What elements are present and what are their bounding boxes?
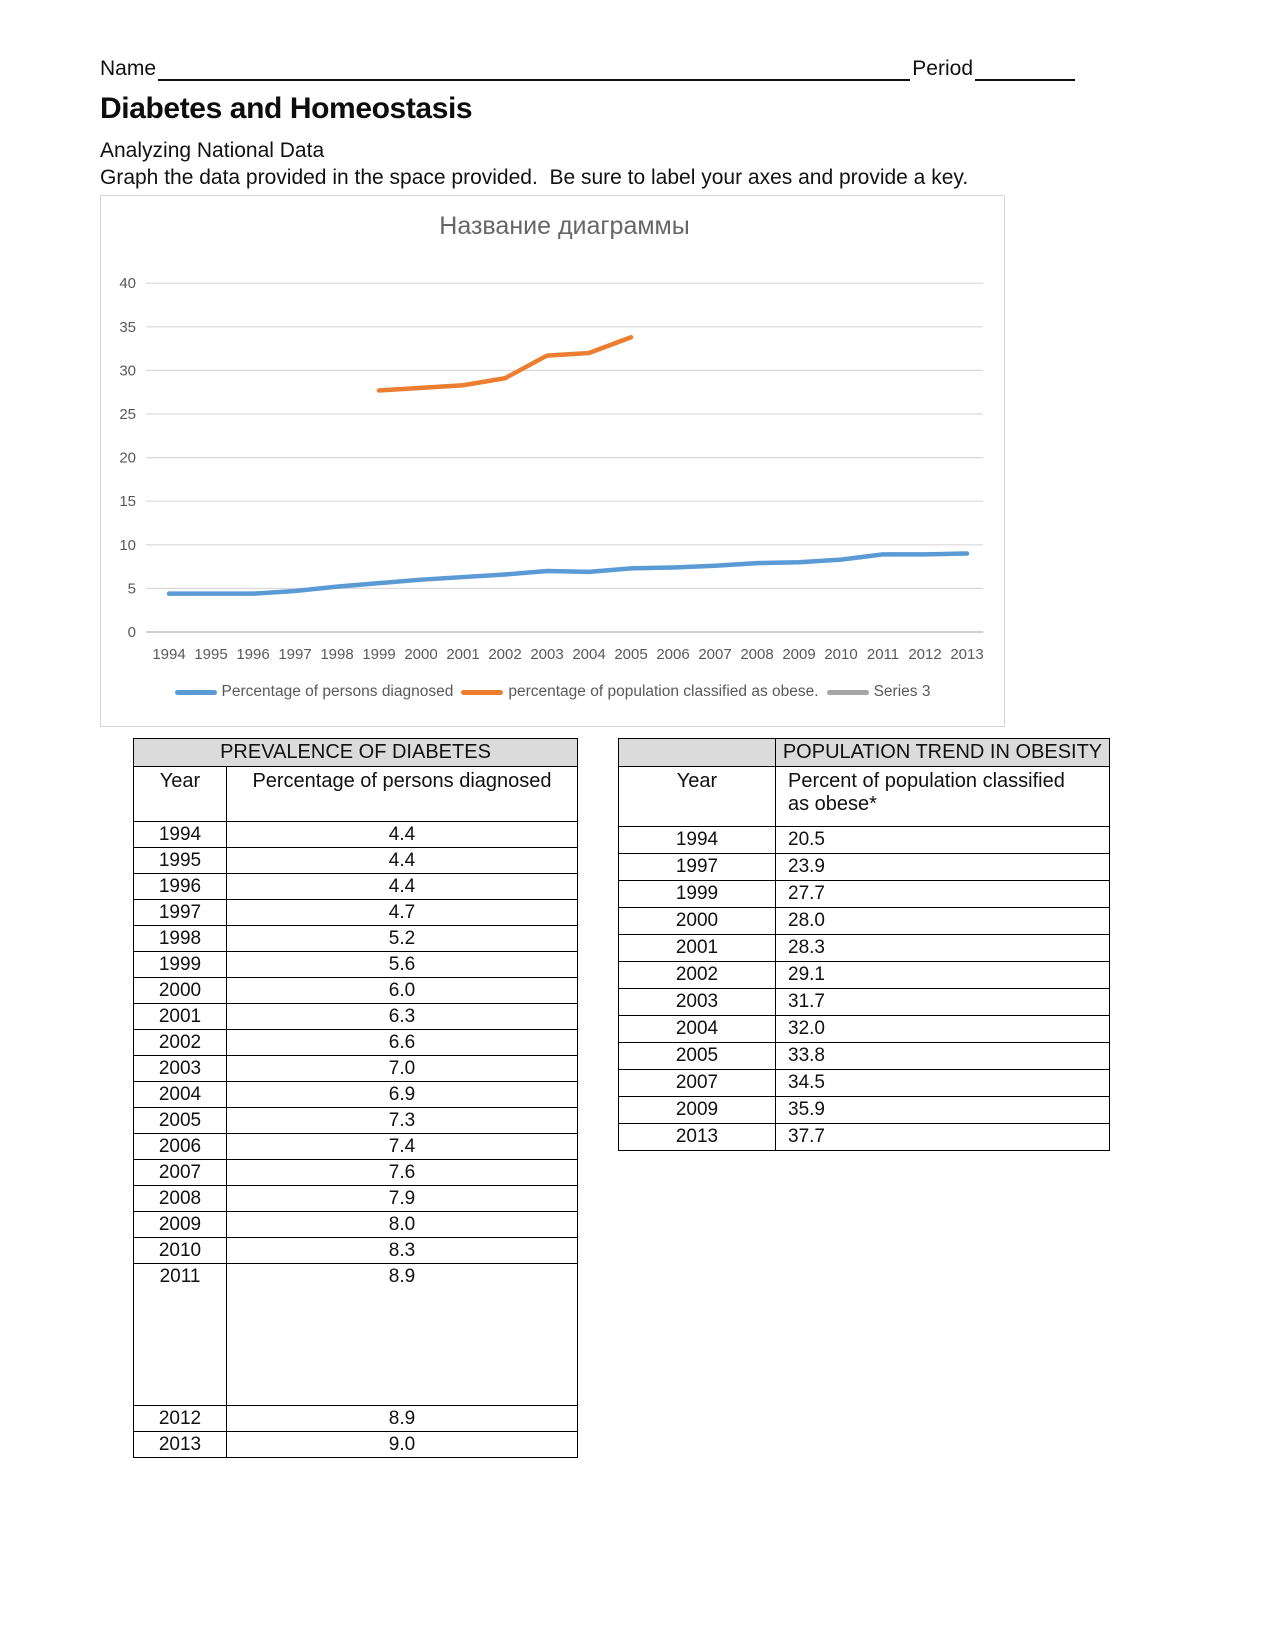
table-row (134, 1186, 578, 1212)
svg-text:0: 0 (127, 624, 136, 641)
table-row (619, 962, 1110, 989)
chart-container (100, 195, 1005, 727)
table-row (619, 1016, 1110, 1043)
svg-text:2003: 2003 (530, 646, 564, 663)
value-cell: 4.4 (227, 822, 578, 848)
svg-text:1998: 1998 (320, 646, 354, 663)
svg-text:2000: 2000 (404, 646, 438, 663)
table-row (619, 935, 1110, 962)
svg-text:10: 10 (119, 536, 136, 554)
value-cell: 8.9 (227, 1264, 578, 1406)
obesity-table-title: POPULATION TREND IN OBESITY (776, 739, 1110, 767)
year-cell: 1999 (619, 881, 776, 908)
svg-text:20: 20 (119, 449, 136, 467)
year-cell: 2007 (619, 1070, 776, 1097)
chart-plot (101, 196, 1004, 726)
legend-label-0: Percentage of persons diagnosed (221, 683, 454, 700)
legend-item-2 (827, 683, 931, 701)
table-row (134, 1238, 578, 1264)
value-cell: 7.9 (227, 1186, 578, 1212)
legend-item-1 (461, 683, 818, 701)
year-cell: 2005 (619, 1043, 776, 1070)
table-row (619, 881, 1110, 908)
year-cell: 2009 (134, 1212, 227, 1238)
legend-swatch-0 (175, 690, 217, 695)
svg-text:2009: 2009 (782, 646, 816, 663)
value-cell: 4.4 (227, 874, 578, 900)
table-row (619, 1043, 1110, 1070)
series-lines (169, 337, 967, 593)
period-blank-line (975, 57, 1075, 81)
x-axis-labels (152, 646, 983, 663)
year-cell: 2002 (619, 962, 776, 989)
obesity-header-spacer (619, 739, 776, 767)
year-cell: 2001 (134, 1004, 227, 1030)
value-cell: 4.7 (227, 900, 578, 926)
name-blank-line (158, 57, 910, 81)
table-row (134, 1264, 578, 1406)
table-row (134, 1108, 578, 1134)
table-row (619, 1097, 1110, 1124)
value-cell: 6.3 (227, 1004, 578, 1030)
table-row (134, 1212, 578, 1238)
table-row (134, 874, 578, 900)
diabetes-table-header-row (134, 767, 578, 822)
value-cell: 33.8 (776, 1043, 1110, 1070)
year-cell: 2002 (134, 1030, 227, 1056)
value-cell: 7.0 (227, 1056, 578, 1082)
table-row (134, 1082, 578, 1108)
table-row (134, 1030, 578, 1056)
name-period-header (100, 57, 1075, 81)
value-cell: 6.9 (227, 1082, 578, 1108)
table-row (134, 1056, 578, 1082)
value-cell: 31.7 (776, 989, 1110, 1016)
year-cell: 1994 (619, 827, 776, 854)
svg-text:2012: 2012 (908, 646, 942, 663)
table-row (134, 926, 578, 952)
table-row (619, 1070, 1110, 1097)
name-label: Name (100, 57, 157, 80)
year-cell: 1997 (134, 900, 227, 926)
page-title: Diabetes and Homeostasis (100, 92, 473, 125)
value-cell: 28.3 (776, 935, 1110, 962)
svg-text:15: 15 (119, 493, 136, 511)
page-subtitle: Analyzing National Data (100, 139, 325, 162)
svg-text:1997: 1997 (278, 646, 312, 663)
table-row (134, 1406, 578, 1432)
diabetes-table-title-row (134, 739, 578, 767)
value-cell: 7.4 (227, 1134, 578, 1160)
legend-label-2: Series 3 (873, 683, 931, 700)
table-row (134, 900, 578, 926)
svg-text:1996: 1996 (236, 646, 270, 663)
diabetes-table-title: PREVALENCE OF DIABETES (134, 739, 578, 767)
legend-item-0 (175, 683, 454, 701)
year-cell: 2003 (619, 989, 776, 1016)
table-row (619, 908, 1110, 935)
table-row (134, 848, 578, 874)
year-cell: 2000 (134, 978, 227, 1004)
svg-text:2010: 2010 (824, 646, 858, 663)
table-row (134, 1134, 578, 1160)
table-row (619, 989, 1110, 1016)
value-cell: 9.0 (227, 1432, 578, 1458)
diabetes-table (133, 738, 578, 1458)
period-label: Period (912, 57, 973, 80)
value-cell: 5.6 (227, 952, 578, 978)
table-row (619, 854, 1110, 881)
svg-text:2006: 2006 (656, 646, 690, 663)
value-cell: 7.6 (227, 1160, 578, 1186)
chart-title: Название диаграммы (439, 212, 690, 240)
obesity-table-title-row (619, 739, 1110, 767)
value-cell: 28.0 (776, 908, 1110, 935)
value-cell: 7.3 (227, 1108, 578, 1134)
year-cell: 2000 (619, 908, 776, 935)
year-cell: 2003 (134, 1056, 227, 1082)
series-line-0 (169, 554, 967, 594)
table-row (134, 952, 578, 978)
gridlines (146, 283, 983, 632)
svg-text:2002: 2002 (488, 646, 522, 663)
year-cell: 1999 (134, 952, 227, 978)
svg-text:5: 5 (127, 580, 136, 598)
obesity-table (618, 738, 1110, 1151)
value-cell: 34.5 (776, 1070, 1110, 1097)
year-cell: 2004 (134, 1082, 227, 1108)
svg-text:2008: 2008 (740, 646, 774, 663)
svg-text:1994: 1994 (152, 646, 186, 663)
svg-text:35: 35 (119, 318, 136, 336)
year-cell: 1996 (134, 874, 227, 900)
year-cell: 2008 (134, 1186, 227, 1212)
value-cell: 6.6 (227, 1030, 578, 1056)
legend-swatch-1 (461, 690, 503, 695)
y-axis-labels (119, 275, 136, 641)
value-cell: 8.0 (227, 1212, 578, 1238)
value-cell: 8.9 (227, 1406, 578, 1432)
year-cell: 2011 (134, 1264, 227, 1406)
svg-text:2007: 2007 (698, 646, 732, 663)
svg-text:1995: 1995 (194, 646, 228, 663)
value-cell: 20.5 (776, 827, 1110, 854)
year-cell: 1995 (134, 848, 227, 874)
table-row (134, 822, 578, 848)
table-row (134, 978, 578, 1004)
table-row (134, 1160, 578, 1186)
value-cell: 35.9 (776, 1097, 1110, 1124)
chart-legend (101, 683, 1004, 701)
svg-text:2005: 2005 (614, 646, 648, 663)
value-cell: 29.1 (776, 962, 1110, 989)
instruction-text: Graph the data provided in the space provided. Be sure to label your axes and provide a key. (100, 166, 969, 189)
svg-text:2004: 2004 (572, 646, 606, 663)
svg-text:2011: 2011 (866, 646, 900, 663)
value-cell: 37.7 (776, 1124, 1110, 1151)
year-cell: 2005 (134, 1108, 227, 1134)
year-cell: 2013 (134, 1432, 227, 1458)
year-cell: 2006 (134, 1134, 227, 1160)
value-cell: 27.7 (776, 881, 1110, 908)
year-cell: 2009 (619, 1097, 776, 1124)
series-line-1 (379, 337, 631, 390)
year-cell: 2004 (619, 1016, 776, 1043)
diabetes-year-header: Year (134, 767, 227, 822)
value-cell: 6.0 (227, 978, 578, 1004)
value-cell: 5.2 (227, 926, 578, 952)
svg-text:25: 25 (119, 406, 136, 423)
value-cell: 23.9 (776, 854, 1110, 881)
svg-text:30: 30 (119, 362, 136, 380)
table-row (619, 827, 1110, 854)
table-row (134, 1432, 578, 1458)
year-cell: 2013 (619, 1124, 776, 1151)
table-row (619, 1124, 1110, 1151)
year-cell: 2007 (134, 1160, 227, 1186)
year-cell: 2001 (619, 935, 776, 962)
svg-text:1999: 1999 (362, 646, 396, 663)
year-cell: 2012 (134, 1406, 227, 1432)
value-cell: 8.3 (227, 1238, 578, 1264)
table-row (134, 1004, 578, 1030)
value-cell: 4.4 (227, 848, 578, 874)
obesity-year-header: Year (619, 767, 776, 827)
svg-text:40: 40 (119, 275, 136, 293)
value-cell: 32.0 (776, 1016, 1110, 1043)
legend-swatch-2 (827, 690, 869, 695)
svg-text:2001: 2001 (446, 646, 480, 663)
obesity-value-header: Percent of population classified as obese* (776, 767, 1110, 827)
legend-label-1: percentage of population classified as obese. (508, 683, 819, 700)
year-cell: 1994 (134, 822, 227, 848)
diabetes-value-header: Percentage of persons diagnosed (227, 767, 578, 822)
year-cell: 1998 (134, 926, 227, 952)
year-cell: 1997 (619, 854, 776, 881)
obesity-table-header-row (619, 767, 1110, 827)
svg-text:2013: 2013 (950, 646, 984, 663)
year-cell: 2010 (134, 1238, 227, 1264)
